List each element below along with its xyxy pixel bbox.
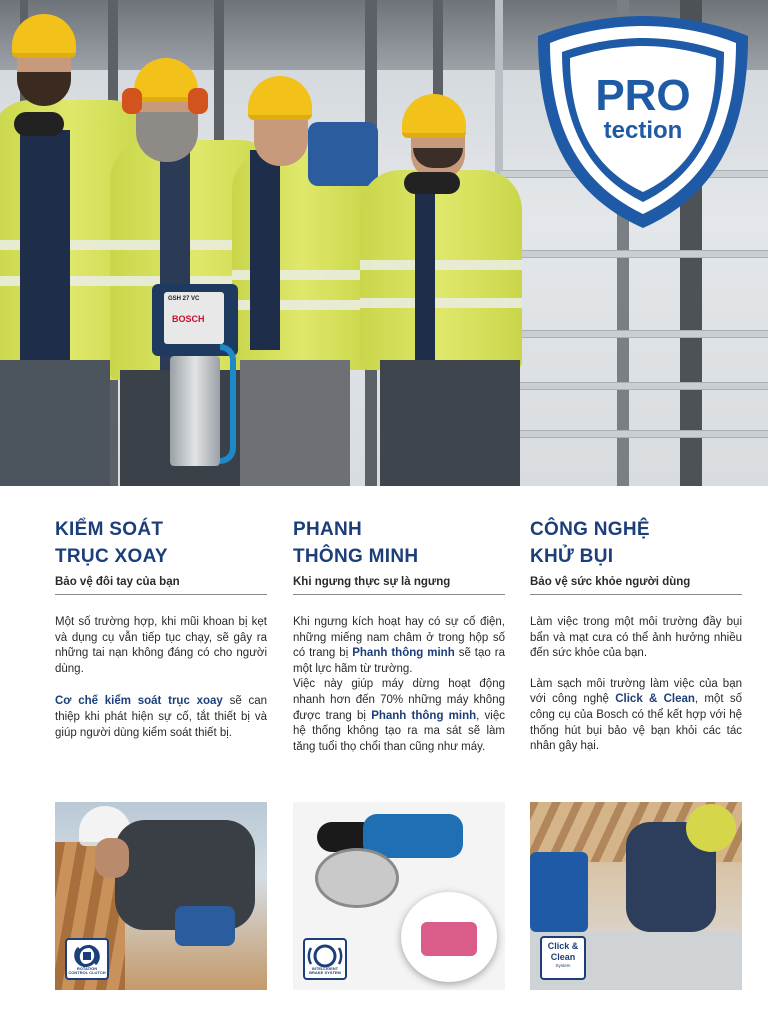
scaffold-bar [500, 330, 768, 338]
rotation-control-icon [65, 938, 109, 980]
tool-brand-label: BOSCH [172, 314, 205, 324]
feature-paragraph-1 [293, 615, 505, 677]
icon-caption: ROTATION CONTROL CLUTCH [68, 965, 106, 976]
feature-title [293, 516, 505, 570]
photo-drilling-worker [55, 802, 267, 990]
scaffold-bar [500, 250, 768, 258]
photo-angle-grinder [293, 802, 505, 990]
dust-extractor [530, 852, 588, 932]
title-line1: CÔNG NGHỆ [530, 519, 650, 540]
drill-tool [175, 906, 235, 946]
hero-photo [0, 0, 768, 486]
title-line2: KHỬ BỤI [530, 546, 614, 567]
feature-title [530, 516, 742, 570]
brake-cutaway-circle [401, 892, 497, 982]
feature-intelligent-brake [293, 516, 505, 755]
para-text: , một số công cụ của Bosch có thể kết hợp với hệ thống hút bụi bảo vệ bạn khỏi các tác nhân gây hại. [530, 693, 743, 753]
bold-term: Click & Clean [615, 693, 695, 706]
feature-dust-extraction [530, 516, 742, 755]
title-line2: TRỤC XOAY [55, 546, 168, 567]
feature-paragraph-2 [55, 694, 267, 741]
title-line1: PHANH [293, 519, 363, 540]
click-clean-icon [540, 936, 586, 980]
feature-rotation-control [55, 516, 267, 741]
feature-subtitle: Bảo vệ đôi tay của bạn [55, 576, 267, 595]
feature-paragraph-2 [293, 677, 505, 755]
tool-model-label: GSH 27 VC [168, 296, 200, 302]
feature-subtitle: Bảo vệ sức khỏe người dùng [530, 576, 742, 595]
para-text: Việc này giúp máy dừng hoạt động nhanh hơn đến 70% những máy không được trang bị [293, 678, 505, 722]
para-text: , việc hệ thống không tạo ra ma sát sẽ làm tăng tuổi thọ chổi than cũng như máy. [293, 709, 506, 753]
badge-line1: PRO [595, 71, 691, 120]
title-line1: KIỂM SOÁT [55, 519, 164, 540]
grinder-guard [315, 848, 399, 908]
intelligent-brake-icon [303, 938, 347, 980]
para-text: sẽ tạo ra một lực hãm từ trường. [293, 647, 505, 675]
icon-line3: System [555, 963, 571, 968]
para-text: Khi ngưng kích hoạt hay có sự cố điện, những miếng nam châm ở trong hộp số có trang bị [293, 616, 505, 660]
worker-face [95, 838, 129, 878]
feature-title [55, 516, 267, 570]
bold-term: Cơ chế kiểm soát trục xoay [55, 695, 223, 708]
feature-paragraph-2 [530, 677, 742, 755]
feature-paragraph-1: Một số trường hợp, khi mũi khoan bị kẹt và dụng cụ vẫn tiếp tục chạy, sẽ gây ra những tai nạn không đáng có cho người dùng. [55, 616, 267, 675]
brake-magnets [421, 922, 477, 956]
photo-dust-extraction [530, 802, 742, 990]
feature-paragraph-1: Làm việc trong một môi trường đầy bụi bẩn và mạt cưa có thể ảnh hưởng nhiều đến sức khỏe của bạn. [530, 616, 742, 660]
icon-line2: Clean [550, 952, 576, 962]
scaffold-bar [500, 382, 768, 390]
para-text: Làm sạch môi trường làm việc của bạn với công nghệ [530, 677, 742, 706]
scaffold-bar [500, 430, 768, 438]
feature-subtitle: Khi ngưng thực sự là ngưng [293, 576, 505, 595]
badge-line2: tection [603, 117, 683, 144]
demolition-hammer [152, 284, 238, 484]
icon-line1: Click & [547, 941, 579, 951]
para-text: sẽ can thiệp khi phát hiện sự cố, tắt thiết bị và giúp người dùng kiểm soát thiết bị. [55, 695, 268, 739]
cordless-tool [308, 122, 378, 186]
bold-term: Phanh thông minh [371, 709, 477, 722]
icon-caption: INTELLIGENT BRAKE SYSTEM [309, 965, 341, 976]
protection-badge [534, 12, 752, 232]
face-shield [686, 804, 736, 852]
bold-term: Phanh thông minh [352, 647, 455, 660]
title-line2: THÔNG MINH [293, 546, 419, 567]
